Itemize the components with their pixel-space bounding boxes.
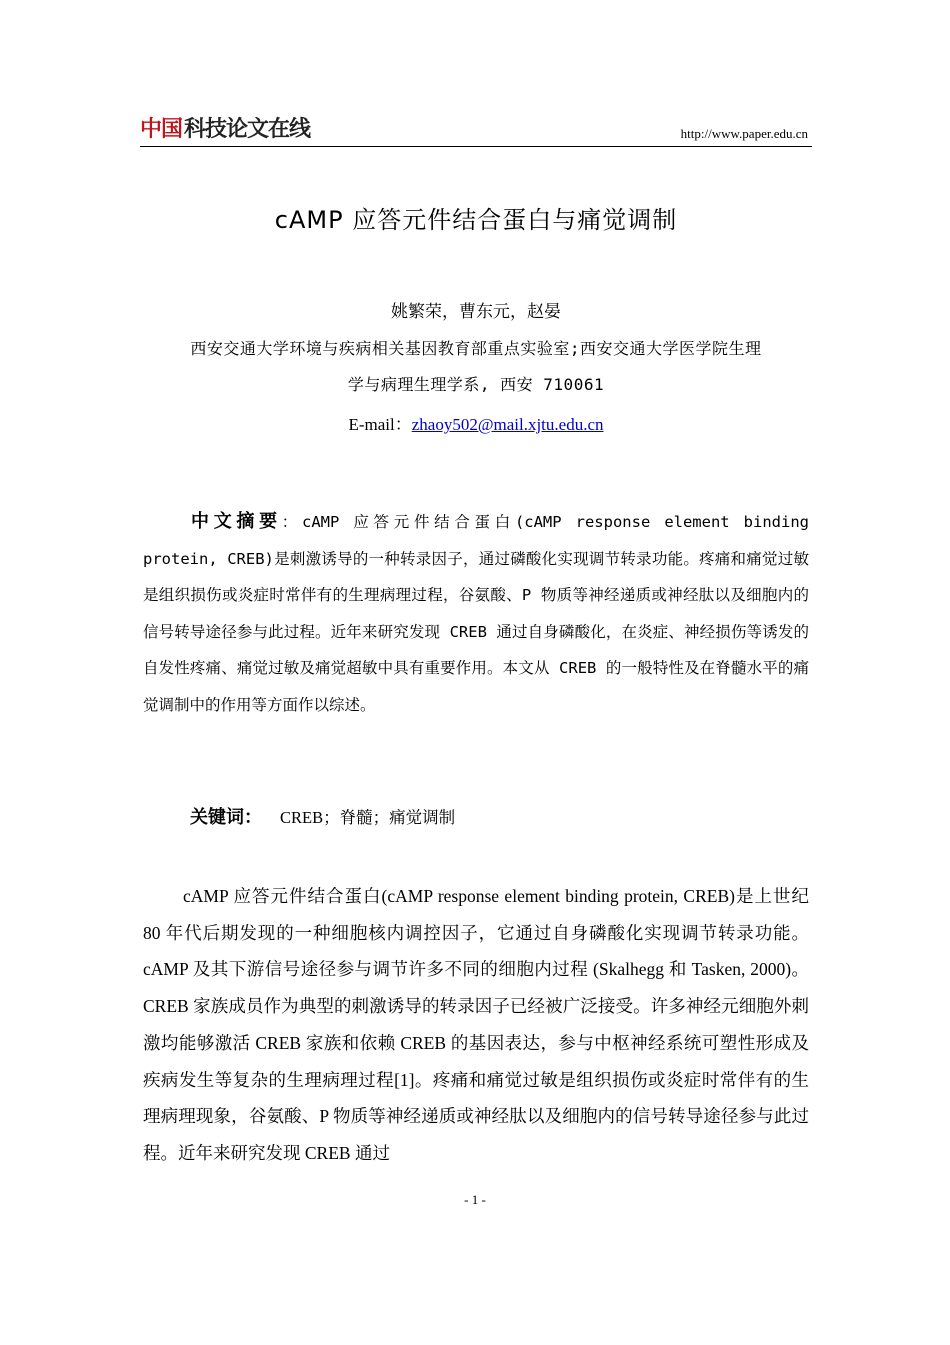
site-logo <box>140 112 310 142</box>
keywords-label: 关键词： <box>190 807 262 828</box>
keywords <box>190 803 455 829</box>
affiliation-line-1: 西安交通大学环境与疾病相关基因教育部重点实验室;西安交通大学医学院生理 <box>190 339 762 358</box>
paper-title: cAMP 应答元件结合蛋白与痛觉调制 <box>274 206 678 234</box>
keywords-text: CREB；脊髓；痛觉调制 <box>280 808 456 827</box>
paper-authors: 姚繁荣，曹东元，赵晏 <box>391 302 561 322</box>
body-paragraph: cAMP 应答元件结合蛋白(cAMP response element binding protein, CREB)是上世纪 80 年代后期发现的一种细胞核内调控因子，它通过自身磷酸化实现调节转录功能。cAMP 及其下游信号途径参与调节许多不同的细胞内过程 (Skalhegg 和 Tasken, 2000)。CREB 家族成员作为典型的刺激诱导的转录因子已经被广泛接受。许多神经元细胞外刺激均能够激活 CREB 家族和依赖 CREB 的基因表达，参与中枢神经系统可塑性形成及疾病发生等复杂的生理病理过程[1]。疼痛和痛觉过敏是组织损伤或炎症时常伴有的生理病理现象，谷氨酸、P 物质等神经递质或神经肽以及细胞内的信号转导途径参与此过程。近年来研究发现 CREB 通过 <box>143 886 809 1163</box>
page-header <box>140 112 812 147</box>
abstract <box>143 504 809 723</box>
email-link[interactable]: zhaoy502@mail.xjtu.edu.cn <box>411 415 604 434</box>
abstract-text: ：cAMP 应答元件结合蛋白(cAMP response element binding protein, CREB)是刺激诱导的一种转录因子，通过磷酸化实现调节转录功能。疼痛和痛觉过敏是组织损伤或炎症时常伴有的生理病理过程，谷氨酸、P 物质等神经递质或神经肽以及细胞内的信号转导途径参与此过程。近年来研究发现 CREB 通过自身磷酸化，在炎症、神经损伤等诱发的自发性疼痛、痛觉过敏及痛觉超敏中具有重要作用。本文从 CREB 的一般特性及在脊髓水平的痛觉调制中的作用等方面作以综述。 <box>143 513 809 714</box>
abstract-label: 中文摘要 <box>191 511 282 532</box>
author-email <box>140 410 812 435</box>
logo-mark: 中国 <box>140 116 183 142</box>
email-label: E-mail： <box>348 415 412 434</box>
header-url[interactable]: http://www.paper.edu.cn <box>680 126 808 141</box>
affiliation-line-2: 学与病理生理学系, 西安 710061 <box>347 375 605 394</box>
logo-text: 科技论文在线 <box>184 116 311 142</box>
page-number: - 1 - <box>464 1192 486 1207</box>
